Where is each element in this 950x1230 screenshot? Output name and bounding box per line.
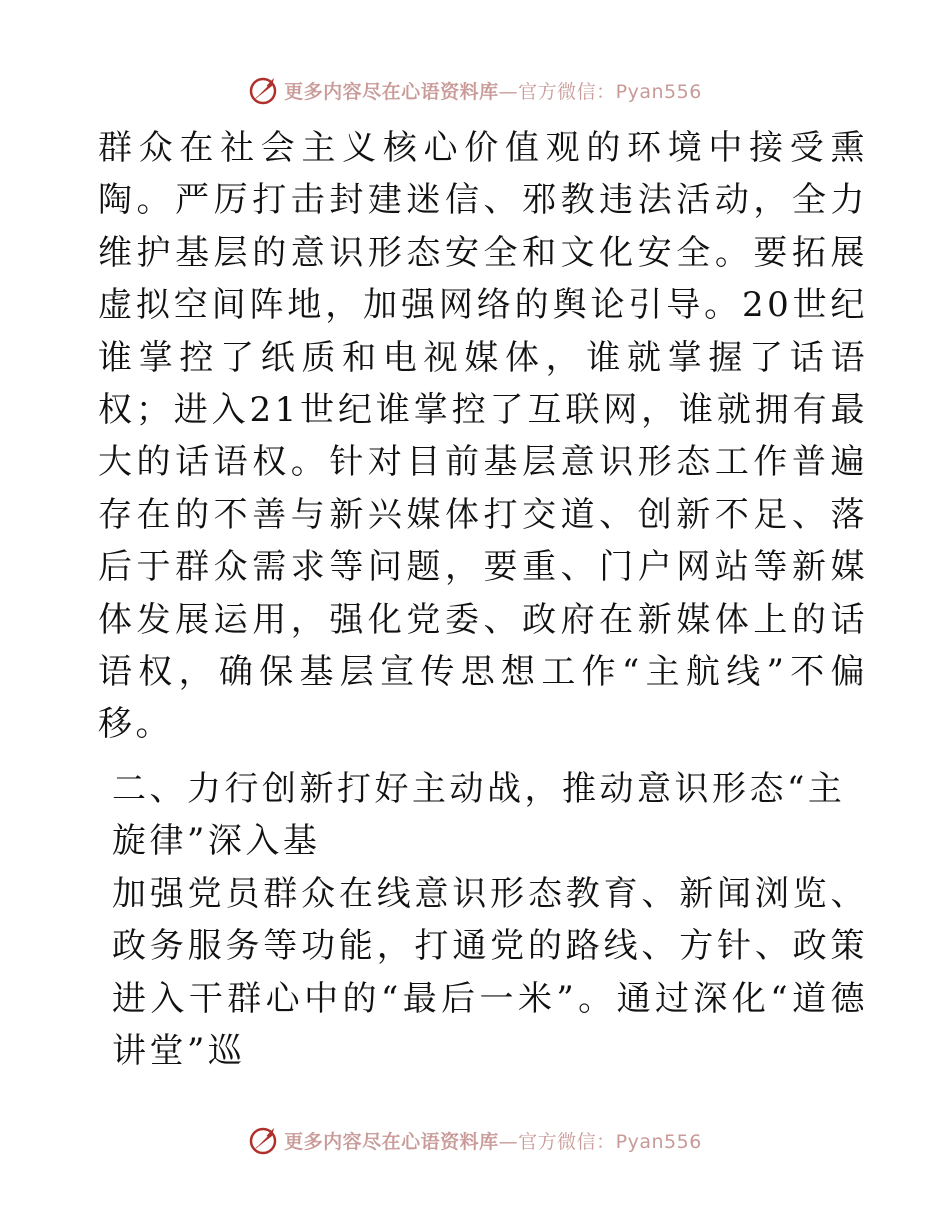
body-paragraph-1: 群众在社会主义核心价值观的环境中接受熏陶。严厉打击封建迷信、邪教违法活动，全力维护基层的意识形态安全和文化安全。要拓展虚拟空间阵地，加强网络的舆论引导。20世纪谁掌控了纸质和电视媒体，谁就掌握了话语权；进入21世纪谁掌控了互联网，谁就拥有最大的话语权。针对目前基层意识形态工作普遍存在的不善与新兴媒体打交道、创新不足、落后于群众需求等问题，要重、门户网站等新媒体发展运用，强化党委、政府在新媒体上的话语权，确保基层宣传思想工作“主航线”不偏移。	[98, 128, 868, 745]
banner-slogan: 更多内容尽在心语资料库	[284, 80, 499, 103]
document-body	[98, 122, 868, 1077]
body-paragraph-2: 加强党员群众在线意识形态教育、新闻浏览、政务服务等功能，打通党的路线、方针、政策进入干群心中的“最后一米”。通过深化“道德讲堂”巡	[112, 873, 868, 1071]
banner-separator: —	[498, 80, 519, 103]
footer-banner	[0, 1120, 950, 1160]
quill-pen-logo-icon	[248, 74, 280, 106]
quill-pen-logo-icon	[248, 1124, 280, 1156]
banner-contact: 官方微信：Pyan556	[518, 1130, 702, 1153]
banner-text	[284, 77, 702, 104]
banner-separator: —	[498, 1130, 519, 1153]
banner-contact: 官方微信：Pyan556	[518, 80, 702, 103]
header-banner	[0, 70, 950, 110]
section-heading: 二、力行创新打好主动战，推动意识形态“主旋律”深入基	[112, 768, 846, 862]
banner-slogan: 更多内容尽在心语资料库	[284, 1130, 499, 1153]
banner-text	[284, 1127, 702, 1154]
